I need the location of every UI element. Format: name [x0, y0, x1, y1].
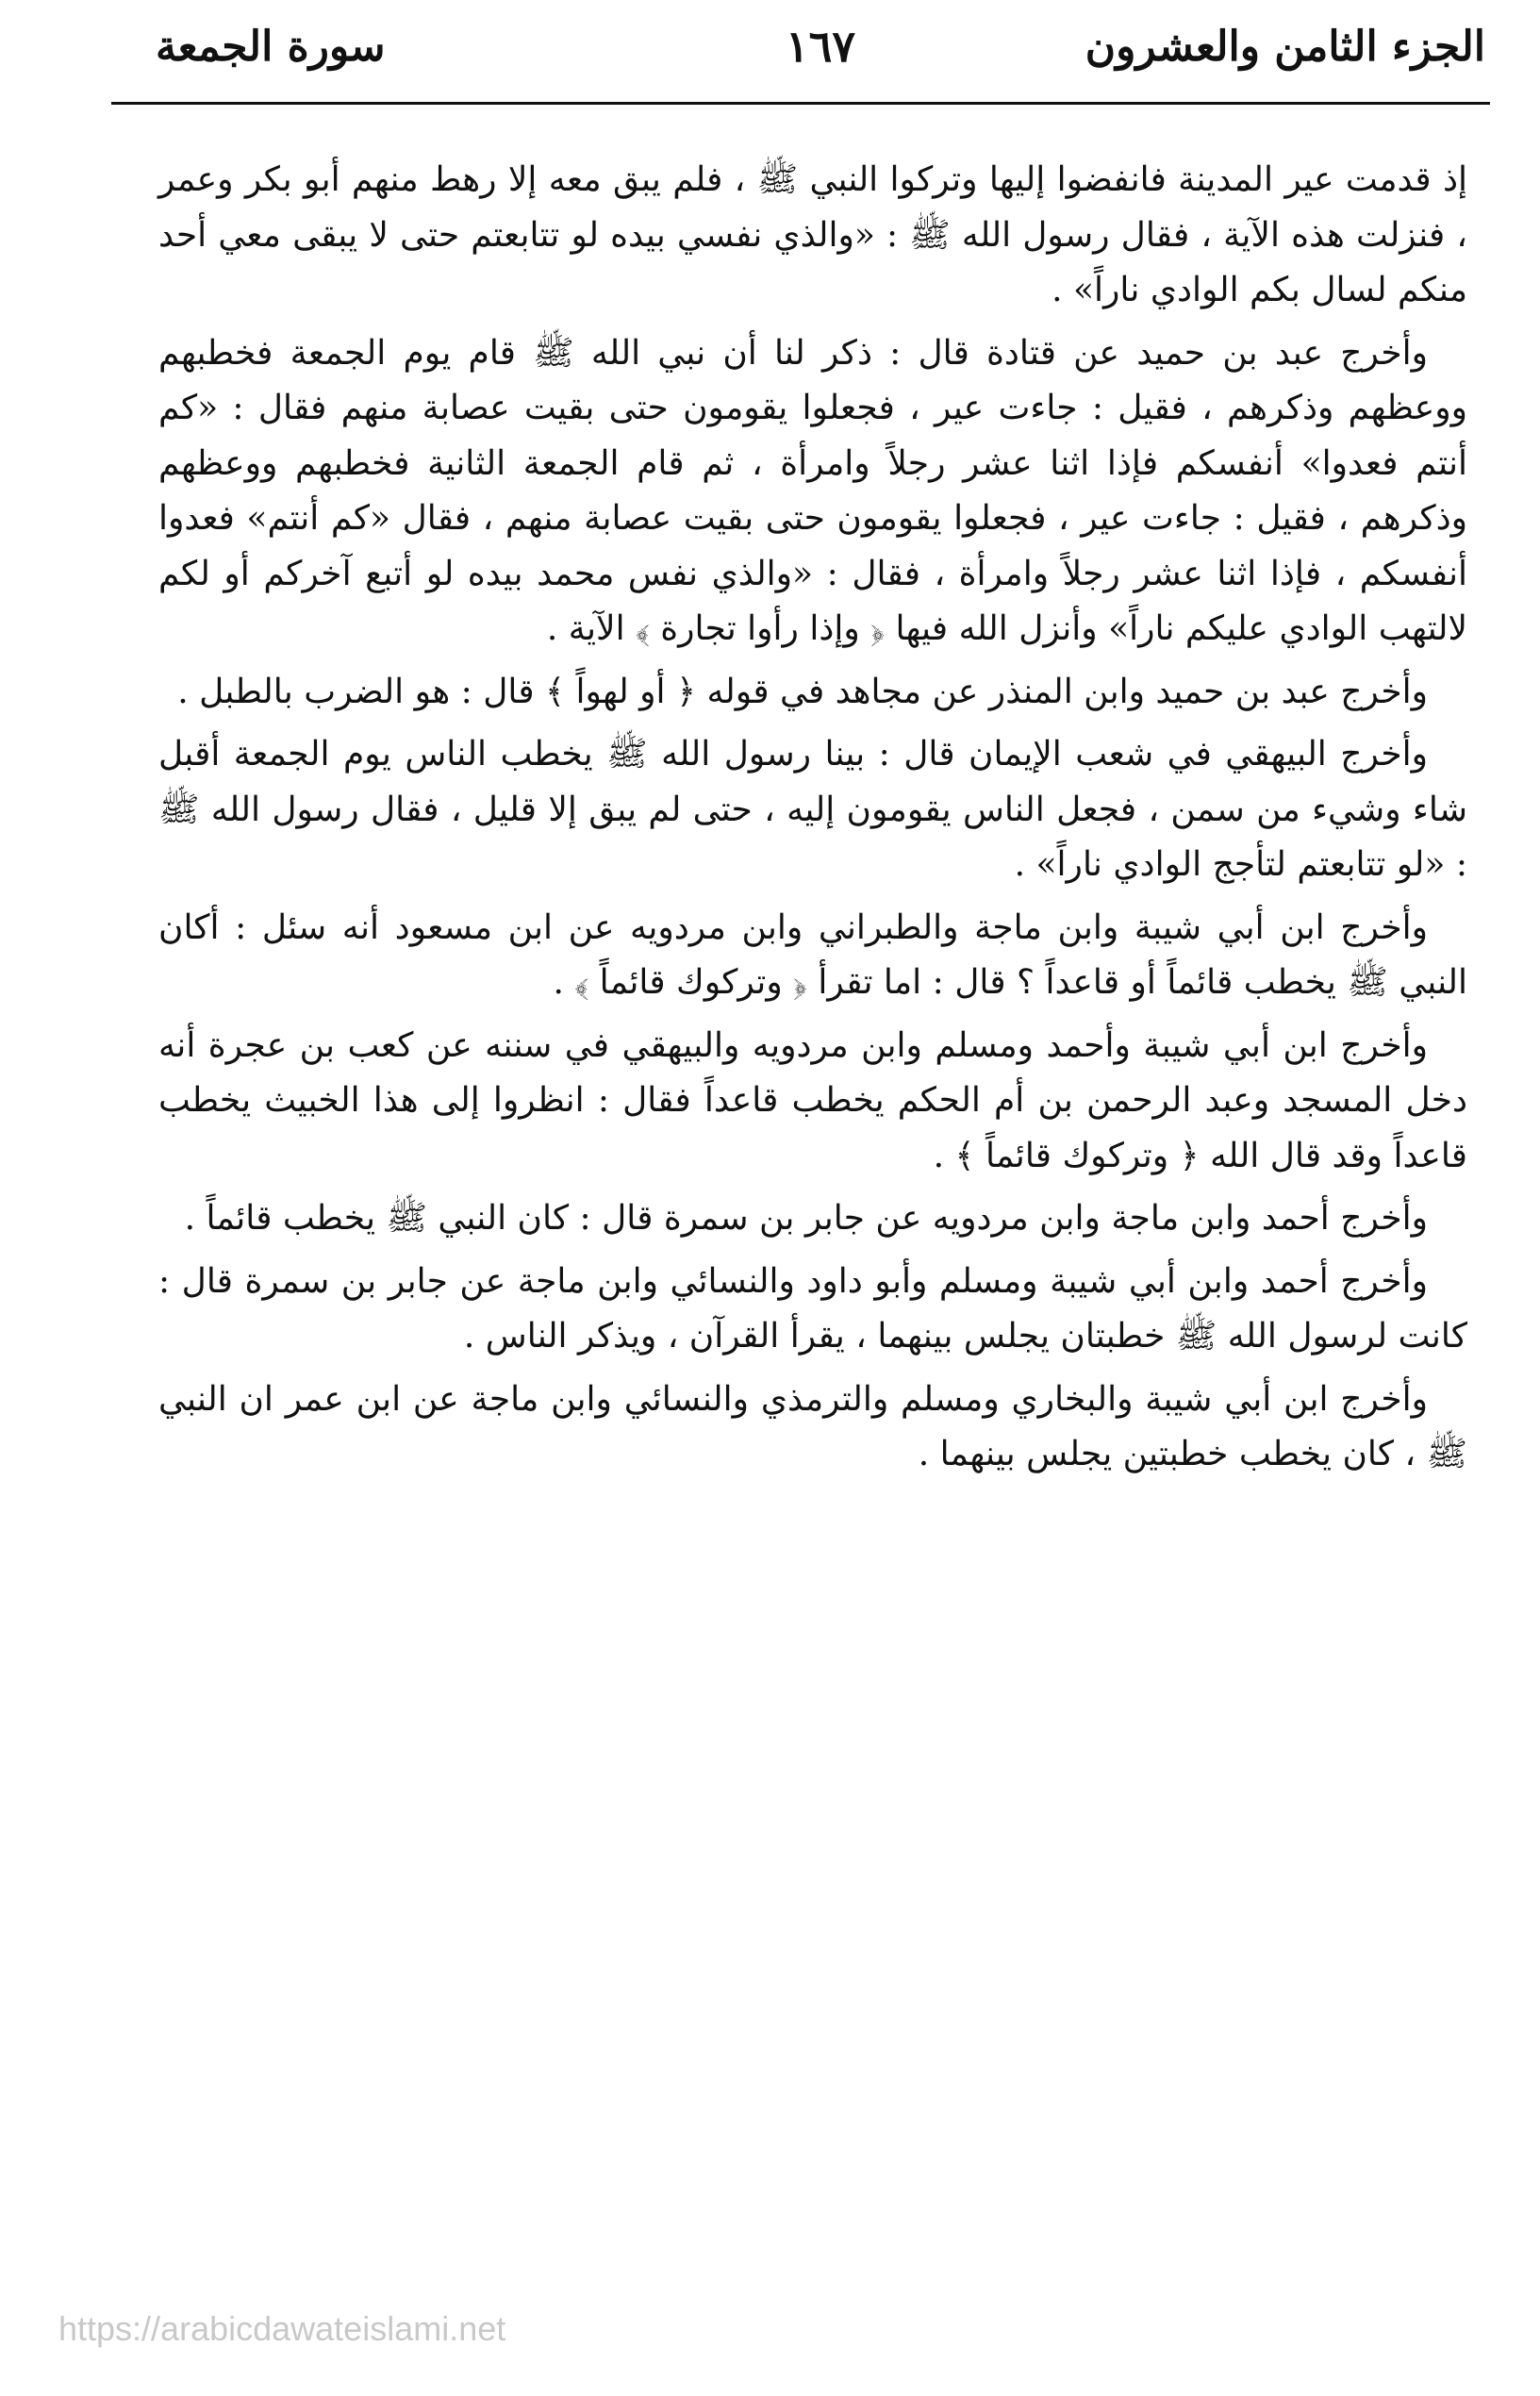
- paragraph: وأخرج ابن أبي شيبة وابن ماجة والطبراني وابن مردويه عن ابن مسعود أنه سئل : أكان النبي ﷺ يخطب قائماً أو قاعداً ؟ قال : اما تقرأ ﴿ وتركوك قائماً ﴾ .: [158, 907, 1467, 1002]
- paragraph: وأخرج البيهقي في شعب الإيمان قال : بينا رسول الله ﷺ يخطب الناس يوم الجمعة أقبل شاء وشيء من سمن ، فجعل الناس يقومون إليه ، حتى لم يبق إلا قليل ، فقال رسول الله ﷺ : «لو تتابعتم لتأجج الوادي ناراً» .: [158, 735, 1467, 884]
- body-text: [158, 153, 1467, 1490]
- paragraph: وأخرج ابن أبي شيبة وأحمد ومسلم وابن مردويه والبيهقي في سننه عن كعب بن عجرة أنه دخل المسجد وعبد الرحمن بن أم الحكم يخطب قاعداً فقال : انظروا إلى هذا الخبيث يخطب قاعداً وقد قال الله ﴿ وتركوك قائماً ﴾ .: [158, 1025, 1467, 1175]
- paragraph: وأخرج أحمد وابن ماجة وابن مردويه عن جابر بن سمرة قال : كان النبي ﷺ يخطب قائماً .: [184, 1199, 1428, 1238]
- surah-title: سورة الجمعة: [156, 23, 386, 71]
- page-number: ١٦٧: [785, 21, 856, 72]
- header-divider: [111, 102, 1490, 105]
- paragraph: وأخرج أحمد وابن أبي شيبة ومسلم وأبو داود والنسائي وابن ماجة عن جابر بن سمرة قال : كانت لرسول الله ﷺ خطبتان يجلس بينهما ، يقرأ القرآن ، ويذكر الناس .: [158, 1261, 1467, 1356]
- paragraph: وأخرج عبد بن حميد عن قتادة قال : ذكر لنا أن نبي الله ﷺ قام يوم الجمعة فخطبهم ووعظهم وذكرهم ، فقيل : جاءت عير ، فجعلوا يقومون حتى بقيت عصابة منهم فقال : «كم أنتم فعدوا» أنفسكم فإذا اثنا عشر رجلاً وامرأة ، ثم قام الجمعة الثانية فخطبهم ووعظهم وذكرهم ، فقيل : جاءت عير ، فجعلوا يقومون حتى بقيت عصابة منهم ، فقال «كم أنتم» فعدوا أنفسكم ، فإذا اثنا عشر رجلاً وامرأة ، فقال : «والذي نفس محمد بيده لو أتبع آخركم أو لكم لالتهب الوادي عليكم ناراً» وأنزل الله فيها ﴿ وإذا رأوا تجارة ﴾ الآية .: [158, 333, 1467, 648]
- running-header: [156, 17, 1485, 88]
- paragraph: وأخرج عبد بن حميد وابن المنذر عن مجاهد في قوله ﴿ أو لهواً ﴾ قال : هو الضرب بالطبل .: [177, 672, 1428, 711]
- paragraph: إذ قدمت عير المدينة فانفضوا إليها وتركوا النبي ﷺ ، فلم يبق معه إلا رهط منهم أبو بكر وعمر ، فنزلت هذه الآية ، فقال رسول الله ﷺ : «والذي نفسي بيده لو تتابعتم حتى لا يبقى معي أحد منكم لسال بكم الوادي ناراً» .: [158, 160, 1467, 309]
- paragraph: وأخرج ابن أبي شيبة والبخاري ومسلم والترمذي والنسائي وابن ماجة عن ابن عمر ان النبي ﷺ ، كان يخطب خطبتين يجلس بينهما .: [158, 1379, 1467, 1473]
- juz-title: الجزء الثامن والعشرون: [1085, 23, 1485, 71]
- watermark-url: https://arabicdawateislami.net: [58, 2309, 506, 2348]
